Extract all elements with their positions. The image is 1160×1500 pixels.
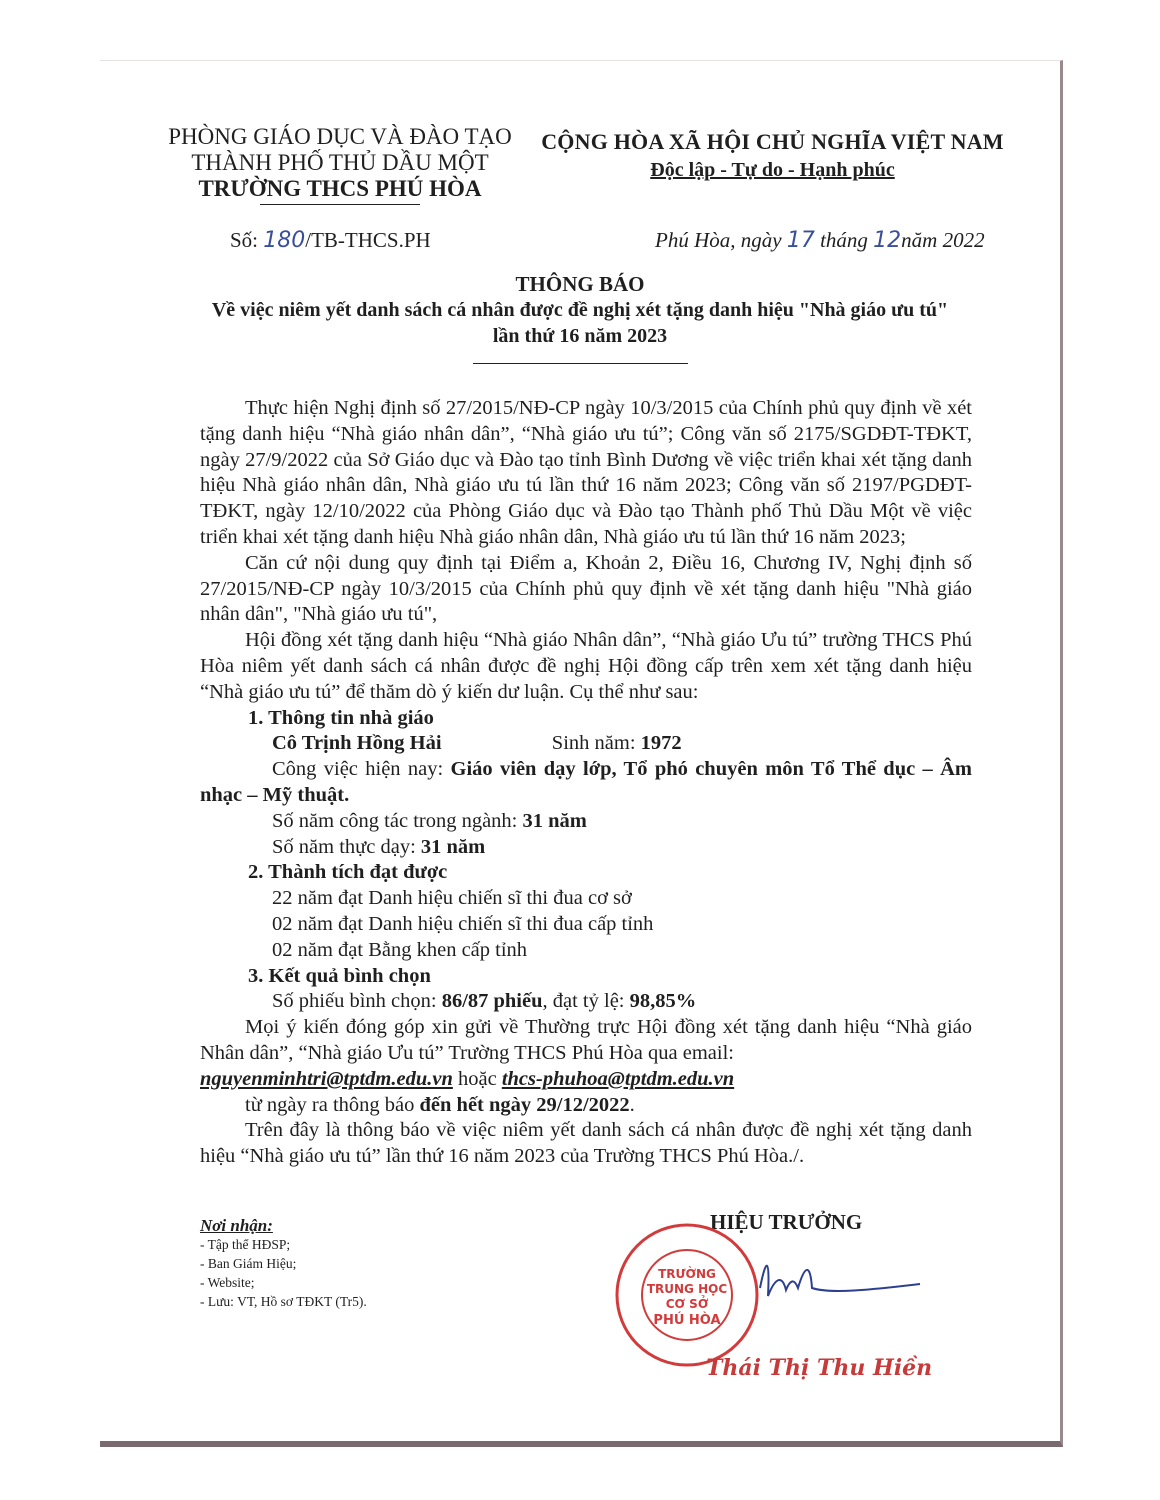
number-prefix: Số: — [230, 228, 259, 252]
document-title — [150, 272, 1010, 364]
title-rule — [473, 363, 688, 364]
signer-title: HIỆU TRƯỞNG — [710, 1210, 863, 1234]
section-1-title: 1. Thông tin nhà giáo — [248, 706, 434, 729]
teacher-info — [200, 731, 972, 757]
org-line-1: PHÒNG GIÁO DỤC VÀ ĐÀO TẠO — [168, 124, 512, 149]
paragraph-4: Mọi ý kiến đóng góp xin gửi về Thường trực Hội đồng xét tặng danh hiệu “Nhà giáo Nhân dân”, “Nhà giáo Ưu tú” Trường THCS Phú Hòa qua email: — [200, 1016, 972, 1064]
teacher-name: Cô Trịnh Hồng Hải — [272, 732, 442, 755]
years-industry: 31 năm — [522, 809, 587, 832]
achievement-1: 22 năm đạt Danh hiệu chiến sĩ thi đua cơ sở — [272, 887, 632, 910]
svg-text:PHÚ HÒA: PHÚ HÒA — [653, 1313, 721, 1328]
recipients-block — [200, 1216, 367, 1311]
recipient-item: - Tập thể HĐSP; — [200, 1237, 291, 1252]
rate-value: 98,85% — [629, 990, 697, 1013]
date-line — [655, 228, 985, 253]
deadline-line: từ ngày ra thông báo đến hết ngày 29/12/2022. — [245, 1093, 635, 1116]
signer-name: Thái Thị Thu Hiền — [706, 1355, 933, 1381]
birth-year: 1972 — [640, 732, 682, 755]
email-joiner: hoặc — [457, 1067, 497, 1090]
recipient-item: - Lưu: VT, Hồ sơ TĐKT (Tr5). — [200, 1294, 367, 1309]
date-day: 17 — [786, 228, 815, 253]
date-place: Phú Hòa, ngày — [655, 228, 782, 252]
document-number — [230, 228, 431, 253]
handwritten-number: 180 — [263, 228, 306, 253]
paragraph-3: Hội đồng xét tặng danh hiệu “Nhà giáo Nhân dân”, “Nhà giáo Ưu tú” trường THCS Phú Hòa niêm yết danh sách cá nhân được đề nghị Hội đồng cấp trên xem xét tặng danh hiệu “Nhà giáo ưu tú” để thăm dò ý kiến dư luận. Cụ thể như sau: — [200, 629, 972, 703]
title-subject-1: Về việc niêm yết danh sách cá nhân được đề nghị xét tặng danh hiệu "Nhà giáo ưu tú" — [211, 299, 949, 321]
title-heading: THÔNG BÁO — [515, 272, 645, 296]
email-line — [200, 1067, 972, 1093]
deadline-date: đến hết ngày 29/12/2022 — [419, 1093, 630, 1116]
years-industry-label: Số năm công tác trong ngành: — [272, 809, 518, 832]
votes-label: Số phiếu bình chọn: — [272, 990, 437, 1013]
org-line-3: TRƯỜNG THCS PHÚ HÒA — [198, 176, 482, 201]
paragraph-1: Thực hiện Nghị định số 27/2015/NĐ-CP ngày 10/3/2015 của Chính phủ quy định về xét tặng danh hiệu “Nhà giáo nhân dân”, “Nhà giáo ưu tú”; Công văn số 2175/SGDĐT-TĐKT, ngày 27/9/2022 của Sở Giáo dục và Đào tạo tỉnh Bình Dương về việc triển khai xét tặng danh hiệu Nhà giáo nhân dân, Nhà giáo ưu tú lần thứ 16 năm 2023; Công văn số 2197/PGDĐT-TĐKT, ngày 12/10/2022 của Phòng Giáo dục và Đào tạo Thành phố Thủ Dầu Một về việc triển khai xét tặng danh hiệu Nhà giáo nhân dân, Nhà giáo ưu tú lần thứ 16 năm 2023; — [200, 397, 972, 548]
email-1[interactable]: nguyenminhtri@tptdm.edu.vn — [200, 1067, 453, 1090]
achievement-2: 02 năm đạt Danh hiệu chiến sĩ thi đua cấp tỉnh — [272, 912, 654, 935]
job-value: Giáo viên dạy lớp, Tổ phó chuyên môn Tổ Thể dục – Âm nhạc – Mỹ thuật — [200, 758, 973, 806]
national-header — [535, 128, 1010, 184]
votes-value: 86/87 phiếu — [441, 990, 543, 1013]
issuing-authority — [130, 124, 550, 205]
nation-title: CỘNG HÒA XÃ HỘI CHỦ NGHĨA VIỆT NAM — [541, 129, 1004, 154]
job-label: Công việc hiện nay: — [272, 758, 444, 781]
email-2[interactable]: thcs-phuhoa@tptdm.edu.vn — [501, 1067, 735, 1090]
birth-label: Sinh năm: — [551, 732, 636, 755]
svg-text:TRUNG HỌC: TRUNG HỌC — [646, 1282, 728, 1296]
recipient-item: - Ban Giám Hiệu; — [200, 1256, 297, 1271]
number-suffix: /TB-THCS.PH — [305, 228, 431, 252]
years-industry-line — [200, 809, 972, 835]
date-month-label: tháng — [820, 228, 868, 252]
years-teaching-line — [200, 835, 972, 861]
votes-line — [200, 989, 972, 1015]
section-3-title: 3. Kết quả bình chọn — [248, 964, 431, 987]
job-line: Công việc hiện nay: Giáo viên dạy lớp, Tổ phó chuyên môn Tổ Thể dục – Âm nhạc – Mỹ thuật. — [200, 758, 973, 806]
paragraph-5: Trên đây là thông báo về việc niêm yết danh sách cá nhân được đề nghị xét tặng danh hiệu “Nhà giáo ưu tú” lần thứ 16 năm 2023 của Trường THCS Phú Hòa./. — [200, 1119, 972, 1168]
svg-text:TRƯỜNG: TRƯỜNG — [658, 1267, 716, 1281]
rate-label: , đạt tỷ lệ: — [542, 990, 625, 1013]
document-body — [200, 396, 972, 1170]
handwritten-signature — [720, 1238, 950, 1318]
section-2-title: 2. Thành tích đạt được — [248, 861, 448, 884]
title-subject-2: lần thứ 16 năm 2023 — [492, 325, 668, 347]
org-line-2: THÀNH PHỐ THỦ DẦU MỘT — [191, 150, 489, 175]
achievement-3: 02 năm đạt Bằng khen cấp tỉnh — [272, 938, 528, 961]
date-year: năm 2022 — [901, 228, 985, 252]
deadline-prefix: từ ngày ra thông báo — [245, 1093, 415, 1116]
org-underline — [260, 204, 420, 205]
years-teaching-label: Số năm thực dạy: — [272, 835, 416, 858]
recipient-item: - Website; — [200, 1275, 255, 1290]
recipients-label: Nơi nhận: — [200, 1216, 273, 1235]
svg-text:CƠ SỞ: CƠ SỞ — [665, 1297, 709, 1311]
date-month: 12 — [873, 228, 902, 253]
motto: Độc lập - Tự do - Hạnh phúc — [650, 159, 895, 181]
years-teaching: 31 năm — [420, 835, 486, 858]
paragraph-2: Căn cứ nội dung quy định tại Điểm a, Khoản 2, Điều 16, Chương IV, Nghị định số 27/2015/NĐ-CP ngày 10/3/2015 của Chính phủ quy định về xét tặng danh hiệu "Nhà giáo nhân dân", "Nhà giáo ưu tú", — [200, 551, 972, 626]
